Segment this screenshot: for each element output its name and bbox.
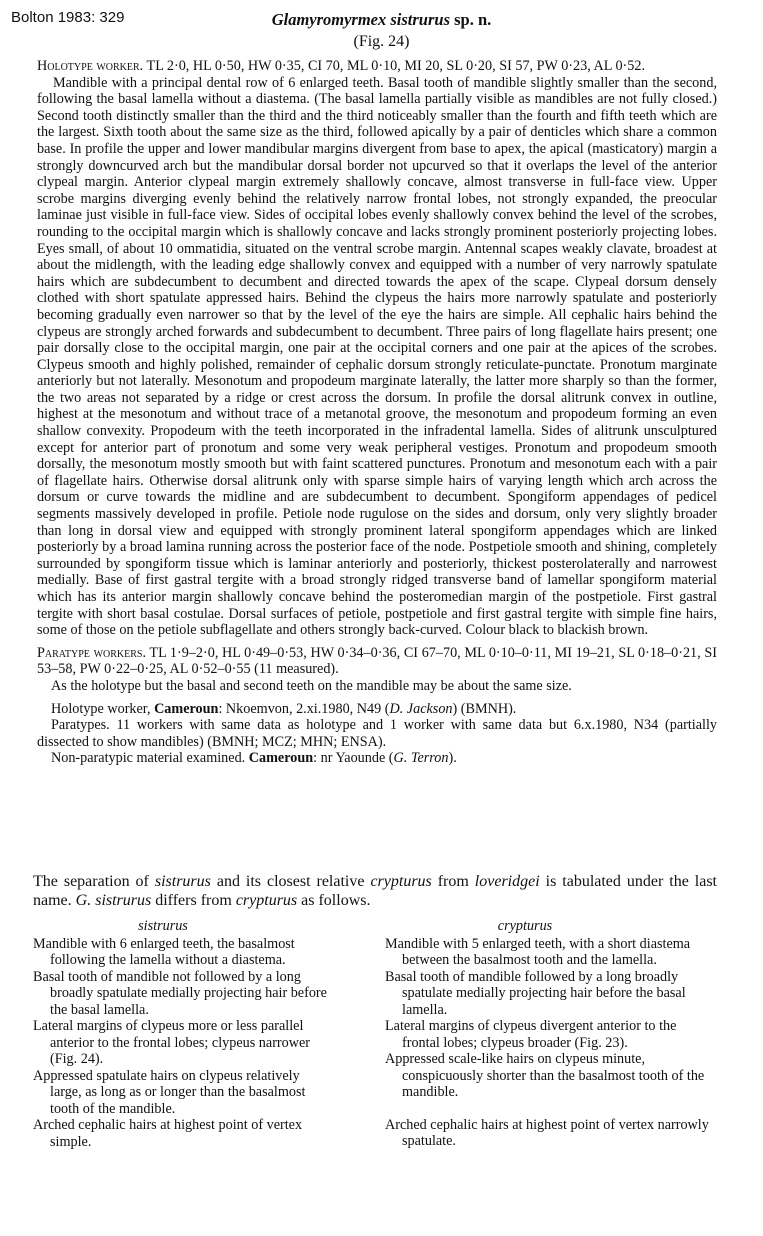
comparison-entry: Lateral margins of clypeus more or less parallel anterior to the frontal lobes; clypeus narrower (Fig. 24). [33, 1018, 311, 1067]
holotype-country: Cameroun [154, 700, 219, 717]
sistrurus-column [33, 918, 333, 1150]
holotype-description: Mandible with a principal dental row of 6 enlarged teeth. Basal tooth of mandible slightly smaller than the second, following the basal lamella without a diastema. (The basal lamella partially visible as mandibles are not fully closed.) Second tooth distinctly smaller than the third and the third noticeably smaller than the fourth and fifth teeth which are the largest. Sixth tooth about the same size as the third, followed apically by a pair of denticles which share a common base. In profile the upper and lower mandibular margins divergent from base to apex, the apical (masticatory) margin a strongly downcurved arch but the mandibular dorsal border not upcurved so that it overlaps the level of the anterior clypeal margin. Anterior clypeal margin extremely shallowly concave, almost transverse in full-face view. Upper scrobe margins diverging evenly behind the relatively narrow frontal lobes, not strongly expanded, the preocular laminae just visible in full-face view. Sides of occipital lobes evenly shallowly convex behind the level of the scrobes, rounding to the occipital margin which is shallowly concave and lacks strongly prominent posteriorly projecting lobes. Eyes small, of about 10 ommatidia, situated on the ventral scrobe margin. Antennal scapes weakly clavate, broadest at about the midlength, with the leading edge shallowly convex and equipped with a number of very narrowly spatulate hairs which are subdecumbent to decumbent and directed towards the apex of the scape. Clypeal dorsum densely clothed with short spatulate appressed hairs. Behind the clypeus the hairs more narrowly spatulate and posteriorly becoming gradually even narrower so that by the level of the eye the hairs are simple. All cephalic hairs behind the clypeus are strongly arched forwards and subdecumbent to decumbent. Three pairs of long flagellate hairs present; one pair dorsally close to the occipital margin, one pair at the occipital corners and one pair at the apices of the scrobes. Clypeus smooth and highly polished, remainder of cephalic dorsum strongly reticulate-punctate. Pronotum marginate anteriorly but not laterally. Mesonotum and propodeum marginate laterally, the latter more sharply so than the former, the two areas not separated by a ridge or crest across the dorsum. In profile the dorsal alitrunk convex in outline, highest at the mesonotum and without trace of a metanotal groove, the mesonotum and propodeum forming an even shallow convexity. Propodeum with the teeth incorporated in the infradental lamella. Sides of alitrunk unsculptured except for anterior part of pronotum and some very weak peripheral vestiges. Pronotum and propodeum smooth dorsally, the mesonotum mostly smooth but with faint scattered punctures. Pronotum and mesonotum each with a pair of flagellate hairs. Otherwise dorsal alitrunk only with sparse simple hairs of varying length which arch across the dorsum or curve towards the midline and are subdecumbent to decumbent. Spongiform appendages of pedicel segments massively developed in profile. Petiole node rugulose on the sides and dorsum, only very slightly broader than long in dorsal view and equipped with strongly prominent lateral spongiform appendages which are linked posteriorly by a broad lamina running across the posterior face of the node. Postpetiole smooth and shining, completely surrounded by spongiform tissue which is laminar anteriorly and posteriorly, thickest posterolaterally and narrowest medially. Base of first gastral tergite with a broad strongly ridged transverse band of lamellar spongiform material which has its anterior margin shallowly concave behind the posteromedian margin of the postpetiole. First gastral tergite with short basal costulae. Dorsal surfaces of petiole, postpetiole and first gastral tergite with simple fine hairs, some of those on the petiole subflagellate and others strongly back-curved. Colour black to blackish brown. [37, 74, 717, 639]
nonparatypic-collector: G. Terron [393, 750, 449, 767]
holotype-measurements-paragraph [37, 58, 717, 75]
species-rank: sp. n. [450, 10, 492, 29]
comparison-entry: Mandible with 5 enlarged teeth, with a short diastema between the basalmost tooth and the lamella. [385, 935, 691, 968]
comparison-entry: Appressed scale-like hairs on clypeus minute, conspicuously shorter than the basalmost tooth of the mandible. [385, 1051, 705, 1100]
holotype-label: Holotype worker. [37, 58, 144, 74]
citation-label: Bolton 1983: 329 [11, 9, 125, 26]
figure-reference: (Fig. 24) [353, 33, 410, 50]
nonparatypic-material: Non-paratypic material examined. Cameroun: nr Yaounde (G. Terron). [51, 750, 457, 767]
paratype-note: As the holotype but the basal and second teeth on the mandible may be about the same size. [51, 677, 572, 694]
species-name: Glamyromyrmex sistrurus [271, 10, 451, 29]
holotype-material: Holotype worker, Cameroun: Nkoemvon, 2.xi.1980, N49 (D. Jackson) (BMNH). [51, 700, 517, 717]
paratype-material: Paratypes. 11 workers with same data as holotype and 1 worker with same data but 6.x.1980, N34 (partially dissected to show mandibles) (BMNH; MCZ; MHN; ENSA). [37, 717, 717, 750]
comparison-entry: Basal tooth of mandible followed by a long broadly spatulate medially projecting hair before the basal lamella. [385, 968, 686, 1018]
comparison-entry: Mandible with 6 enlarged teeth, the basalmost following the lamella without a diastema. [33, 935, 295, 968]
crypturus-column [385, 918, 715, 1150]
crypturus-heading: crypturus [497, 918, 553, 934]
comparison-entry: Arched cephalic hairs at highest point of vertex narrowly spatulate. [385, 1116, 709, 1149]
nonparatypic-country: Cameroun [248, 750, 314, 767]
paratype-measurements-paragraph [37, 645, 717, 678]
holotype-collector: D. Jackson [389, 700, 453, 717]
paratype-measurements: TL 1·9–2·0, HL 0·49–0·53, HW 0·34–0·36, CI 67–70, ML 0·10–0·11, MI 19–21, SL 0·18–0·21, SI 53–58, PW 0·22–0·25, AL 0·52–0·55 (11 measured). [37, 644, 717, 678]
comparison-entry: Basal tooth of mandible not followed by a long broadly spatulate medially projecting hair before the basal lamella. [33, 968, 327, 1018]
main-text [37, 58, 717, 767]
comparison-intro: The separation of sistrurus and its closest relative crypturus from loveridgei is tabulated under the last name. G. sistrurus differs from crypturus as follows. [33, 873, 717, 909]
comparison-entry: Appressed spatulate hairs on clypeus relatively large, as long as or longer than the basalmost tooth of the mandible. [33, 1067, 306, 1117]
species-title [0, 10, 763, 30]
comparison-entry: Lateral margins of clypeus divergent anterior to the frontal lobes; clypeus broader (Fig. 23). [385, 1018, 677, 1051]
sistrurus-heading: sistrurus [138, 918, 188, 934]
paratype-label: Paratype workers. [37, 644, 147, 661]
holotype-measurements: TL 2·0, HL 0·50, HW 0·35, CI 70, ML 0·10, MI 20, SL 0·20, SI 57, PW 0·23, AL 0·52. [143, 58, 646, 74]
comparison-entry: Arched cephalic hairs at highest point of vertex simple. [33, 1117, 303, 1150]
